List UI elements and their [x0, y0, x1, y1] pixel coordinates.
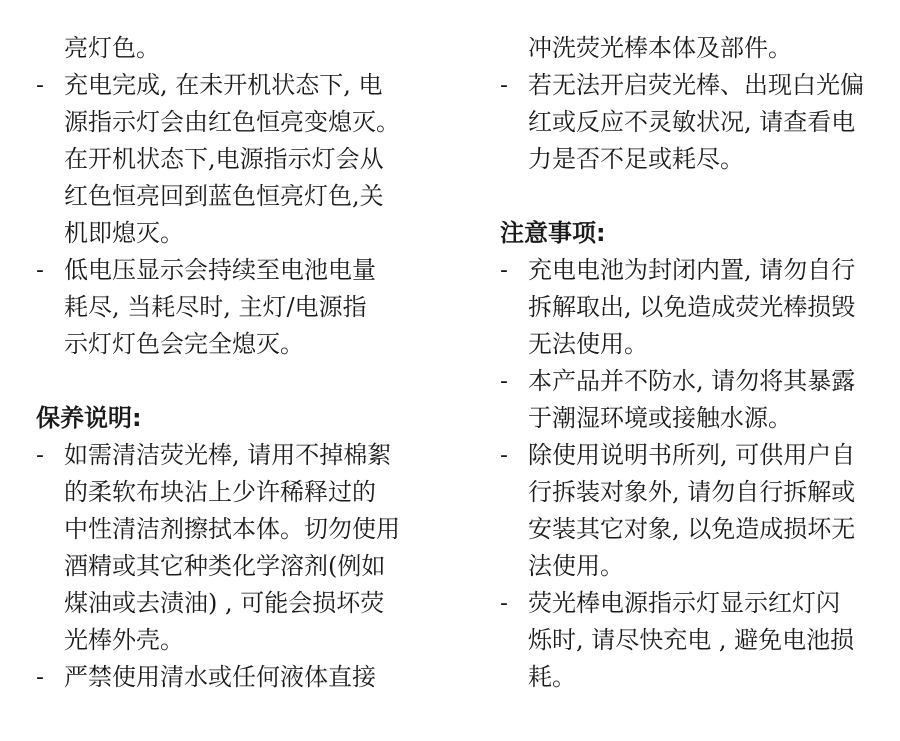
item-text: 源指示灯会由红色恒亮变熄灭。 — [64, 108, 400, 136]
item-text: 充电电池为封闭内置, 请勿自行 — [528, 256, 856, 284]
item-text: 安装其它对象, 以免造成损坏无 — [528, 515, 856, 543]
continuation-line: 冲洗荧光棒本体及部件。 — [528, 34, 792, 62]
list-item — [36, 659, 406, 696]
item-text: 烁时, 请尽快充电 , 避免电池损 — [528, 626, 855, 654]
item-text: 无法使用。 — [528, 330, 648, 358]
item-text: 在开机状态下,电源指示灯会从 — [64, 145, 384, 173]
right-column — [500, 30, 870, 696]
list-item — [36, 67, 406, 252]
item-text: 中性清洁剂擦拭本体。切勿使用 — [64, 515, 400, 543]
item-text: 荧光棒电源指示灯显示红灯闪 — [528, 589, 840, 617]
bullet-dash: - — [500, 443, 508, 468]
item-text: 严禁使用清水或任何液体直接 — [64, 663, 376, 691]
list-item — [500, 252, 870, 363]
list-item — [500, 585, 870, 696]
bullet-dash: - — [36, 665, 44, 690]
item-text: 耗尽, 当耗尽时, 主灯/电源指 — [64, 293, 367, 321]
item-text: 力是否不足或耗尽。 — [528, 145, 744, 173]
list-item — [500, 67, 870, 178]
item-text: 于潮湿环境或接触水源。 — [528, 404, 792, 432]
item-text: 充电完成, 在未开机状态下, 电 — [64, 71, 383, 99]
item-text: 光棒外壳。 — [64, 626, 184, 654]
item-text: 除使用说明书所列, 可供用户自 — [528, 441, 856, 469]
item-text: 酒精或其它种类化学溶剂(例如 — [64, 552, 386, 580]
bullet-dash: - — [500, 73, 508, 98]
item-text: 本产品并不防水, 请勿将其暴露 — [528, 367, 856, 395]
section-heading-maintenance: 保养说明: — [36, 404, 142, 432]
section-heading-precautions: 注意事项: — [500, 219, 606, 247]
item-text: 拆解取出, 以免造成荧光棒损毁 — [528, 293, 856, 321]
bullet-dash: - — [36, 258, 44, 283]
bullet-dash: - — [36, 73, 44, 98]
list-item — [500, 437, 870, 585]
item-text: 煤油或去渍油) , 可能会损坏荧 — [64, 589, 385, 617]
item-text: 耗。 — [528, 663, 576, 691]
item-text: 如需清洁荧光棒, 请用不掉棉絮 — [64, 441, 392, 469]
bullet-dash: - — [500, 369, 508, 394]
item-text: 的柔软布块沾上少许稀释过的 — [64, 478, 376, 506]
item-text: 若无法开启荧光棒、出现白光偏 — [528, 71, 864, 99]
bullet-dash: - — [500, 591, 508, 616]
item-text: 法使用。 — [528, 552, 624, 580]
bullet-dash: - — [36, 443, 44, 468]
item-text: 红或反应不灵敏状况, 请查看电 — [528, 108, 856, 136]
list-item — [500, 363, 870, 437]
bullet-dash: - — [500, 258, 508, 283]
item-text: 机即熄灭。 — [64, 219, 184, 247]
continuation-line: 亮灯色。 — [64, 34, 160, 62]
item-text: 示灯灯色会完全熄灭。 — [64, 330, 304, 358]
item-text: 行拆装对象外, 请勿自行拆解或 — [528, 478, 856, 506]
item-text: 低电压显示会持续至电池电量 — [64, 256, 376, 284]
list-item — [36, 437, 406, 659]
item-text: 红色恒亮回到蓝色恒亮灯色,关 — [64, 182, 384, 210]
list-item — [36, 252, 406, 363]
left-column — [36, 30, 406, 696]
